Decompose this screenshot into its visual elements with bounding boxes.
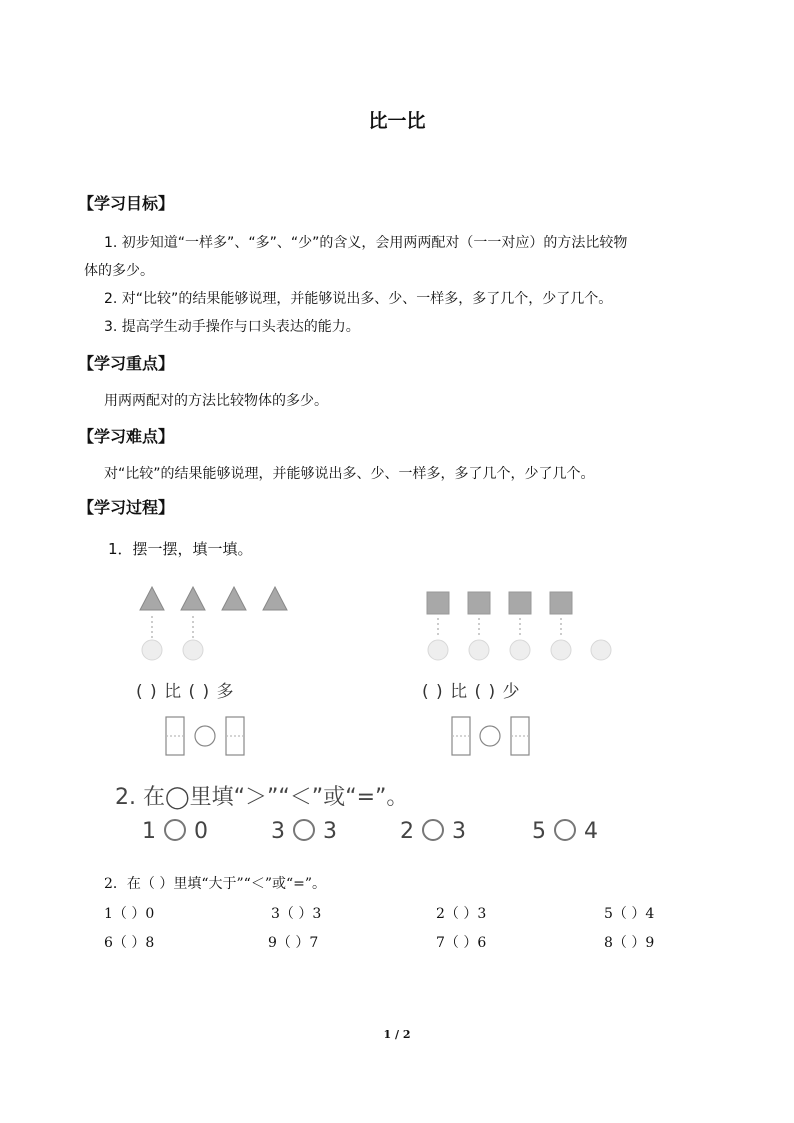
objective-1-line-2: 体的多少。 bbox=[84, 263, 154, 279]
compare-blank-circle[interactable] bbox=[554, 819, 576, 841]
square-icon bbox=[550, 592, 572, 614]
fill-item[interactable]: 8（ ）9 bbox=[604, 935, 655, 951]
fill-item[interactable]: 1（ ）0 bbox=[104, 906, 155, 922]
page-number: 1 / 2 bbox=[383, 1028, 411, 1041]
pair-lines-left bbox=[152, 616, 193, 638]
fill-item[interactable]: 9（ ）7 bbox=[268, 935, 319, 951]
compare-item-1: 1 0 bbox=[142, 819, 208, 844]
circle-icon bbox=[183, 640, 203, 660]
heading-key-points: 【学习重点】 bbox=[78, 354, 175, 373]
answer-boxes-left bbox=[166, 717, 244, 755]
fill-item[interactable]: 3（ ）3 bbox=[271, 906, 322, 922]
fill-item[interactable]: 7（ ）6 bbox=[436, 935, 487, 951]
triangle-icon bbox=[140, 587, 164, 610]
fill-item[interactable]: 5（ ）4 bbox=[604, 906, 655, 922]
circle-icon bbox=[510, 640, 530, 660]
pairing-figure bbox=[130, 585, 630, 765]
compare-blank-circle[interactable] bbox=[422, 819, 444, 841]
figure-right-label: ( ) 比 ( ) 少 bbox=[422, 682, 521, 702]
compare-item-2: 3 3 bbox=[271, 819, 337, 844]
triangle-icon bbox=[263, 587, 287, 610]
objective-1-line-1: 1. 初步知道“一样多”、“多”、“少”的含义，会用两两配对（一一对应）的方法比较物 bbox=[104, 235, 628, 251]
objective-2: 2. 对“比较”的结果能够说理，并能够说出多、少、一样多，多了几个，少了几个。 bbox=[104, 291, 613, 307]
page-title: 比一比 bbox=[368, 110, 426, 132]
circle-icon bbox=[469, 640, 489, 660]
compare-circle-icon bbox=[195, 726, 215, 746]
triangle-icon bbox=[181, 587, 205, 610]
compare-blank-circle[interactable] bbox=[293, 819, 315, 841]
section-3-heading: 2．在（ ）里填“大于”“＜”或“=”。 bbox=[104, 876, 327, 892]
fill-item[interactable]: 2（ ）3 bbox=[436, 906, 487, 922]
triangle-row bbox=[140, 587, 287, 610]
step-1-text: 1．摆一摆，填一填。 bbox=[108, 540, 253, 558]
compare-item-3: 2 3 bbox=[400, 819, 466, 844]
section-2-heading: 2. 在◯里填“＞”“＜”或“=”。 bbox=[115, 785, 409, 810]
square-row bbox=[427, 592, 572, 614]
objectives-list bbox=[84, 229, 734, 341]
figure-left-label: ( ) 比 ( ) 多 bbox=[136, 682, 235, 702]
square-icon bbox=[427, 592, 449, 614]
difficulties-text: 对“比较”的结果能够说理，并能够说出多、少、一样多，多了几个，少了几个。 bbox=[104, 466, 595, 482]
compare-circle-icon bbox=[480, 726, 500, 746]
square-icon bbox=[468, 592, 490, 614]
circle-row-left bbox=[142, 640, 203, 660]
heading-process: 【学习过程】 bbox=[78, 498, 175, 517]
fill-item[interactable]: 6（ ）8 bbox=[104, 935, 155, 951]
objective-3: 3. 提高学生动手操作与口头表达的能力。 bbox=[104, 319, 360, 335]
heading-objectives: 【学习目标】 bbox=[78, 194, 175, 213]
circle-icon bbox=[591, 640, 611, 660]
answer-boxes-right bbox=[452, 717, 529, 755]
circle-icon bbox=[428, 640, 448, 660]
square-icon bbox=[509, 592, 531, 614]
circle-row-right bbox=[428, 640, 611, 660]
pair-lines-right bbox=[438, 618, 561, 638]
triangle-icon bbox=[222, 587, 246, 610]
circle-icon bbox=[551, 640, 571, 660]
key-points-text: 用两两配对的方法比较物体的多少。 bbox=[104, 393, 328, 409]
heading-difficulties: 【学习难点】 bbox=[78, 427, 175, 446]
compare-item-4: 5 4 bbox=[532, 819, 598, 844]
compare-blank-circle[interactable] bbox=[164, 819, 186, 841]
circle-icon bbox=[142, 640, 162, 660]
